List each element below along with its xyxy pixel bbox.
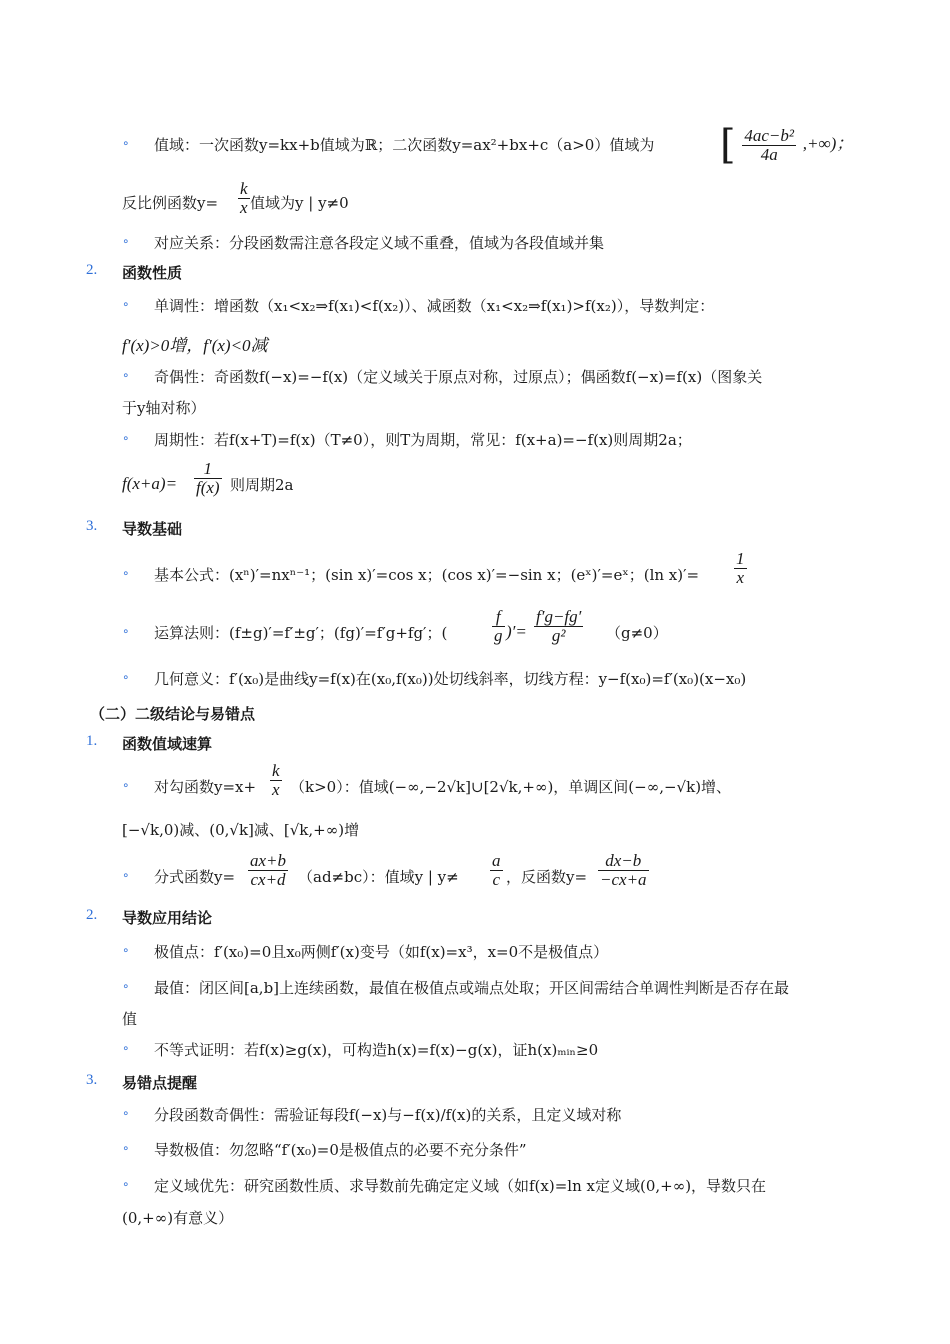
mapping-text: 对应关系：分段函数需注意各段定义域不重叠，值域为各段值域并集	[154, 234, 605, 252]
section-heading-secondary-conclusions	[0, 703, 950, 727]
basic-formulas-fraction	[734, 550, 747, 587]
bullet-icon: ∘	[122, 624, 130, 638]
period-fraction	[194, 460, 222, 497]
fraction-numerator: k	[272, 761, 280, 780]
hook-function-prefix: 对勾函数y=x+	[154, 778, 257, 796]
bullet-item-range	[0, 122, 950, 168]
rational-function-fraction	[248, 852, 288, 889]
quotient-close: )′=	[506, 622, 527, 641]
bullet-item-period	[0, 429, 950, 453]
bullet-icon: ∘	[122, 431, 130, 445]
bullet-icon: ∘	[122, 943, 130, 957]
fraction-denominator: f(x)	[196, 478, 220, 497]
range-fraction	[742, 127, 796, 164]
fraction-numerator: 1	[194, 460, 222, 479]
fraction-denominator: −cx+a	[600, 870, 647, 889]
inequality-text: 不等式证明：若f(x)≥g(x)，可构造h(x)=f(x)−g(x)，证h(x)ₘᵢₙ≥0	[154, 1041, 599, 1059]
bullet-item-hook-function	[0, 762, 950, 806]
operation-rules-text: 运算法则：(f±g)′=f′±g′；(fg)′=f′g+fg′；(	[154, 624, 448, 642]
list-number: 2.	[86, 907, 98, 923]
fraction-denominator: x	[240, 198, 248, 217]
fraction-numerator: dx−b	[598, 852, 649, 871]
bullet-icon: ∘	[122, 136, 130, 150]
fraction-denominator: g²	[551, 626, 566, 645]
period-text: 周期性：若f(x+T)=f(x)（T≠0），则T为周期，常见：f(x+a)=−f(x)则周期2a；	[154, 431, 692, 449]
bullet-icon: ∘	[122, 297, 130, 311]
geometric-meaning-text: 几何意义：f′(x₀)是曲线y=f(x)在(x₀,f(x₀))处切线斜率，切线方程：y−f(x₀)=f′(x₀)(x−x₀)	[154, 670, 747, 688]
bullet-icon: ∘	[122, 566, 130, 580]
fraction-denominator: x	[736, 568, 745, 587]
domain-first-continued	[0, 1207, 950, 1231]
derivative-extremum-text: 导数极值：勿忽略“f′(x₀)=0是极值点的必要不充分条件”	[154, 1141, 527, 1159]
monotonic-continued	[0, 331, 950, 355]
heading-range-shortcuts	[0, 733, 950, 757]
quotient-result-fraction	[534, 608, 583, 645]
fraction-denominator: cx+d	[250, 870, 286, 889]
bullet-icon: ∘	[122, 1141, 130, 1155]
inverse-prefix: 反比例函数y=	[122, 194, 219, 212]
list-number: 3.	[86, 1072, 98, 1088]
monotonic-text: 单调性：增函数（x₁<x₂⇒f(x₁)<f(x₂)）、减函数（x₁<x₂⇒f(x₁)>f(x₂)），导数判定：	[154, 297, 715, 315]
fraction-numerator: a	[492, 851, 501, 870]
bullet-item-extremum	[0, 977, 950, 1001]
extremum-text: 最值：闭区间[a,b]上连续函数，最值在极值点或端点处取；开区间需结合单调性判断是否存在最	[154, 979, 790, 997]
heading-text: 函数性质	[122, 264, 183, 282]
fraction-denominator: 4a	[760, 144, 778, 164]
parity-text-2: 于y轴对称）	[122, 399, 206, 417]
bullet-item-rational-function	[0, 852, 950, 896]
bullet-icon: ∘	[122, 979, 130, 993]
parity-text: 奇偶性：奇函数f(−x)=−f(x)（定义域关于原点对称，过原点）；偶函数f(−x)=f(x)（图象关	[154, 368, 763, 386]
heading-text: 导数应用结论	[122, 909, 213, 927]
fraction-numerator: f′g−fg′	[536, 607, 582, 626]
bullet-icon: ∘	[122, 778, 130, 792]
bullet-item-parity	[0, 366, 950, 390]
rational-inverse-fraction	[598, 852, 649, 889]
fraction-numerator: 1	[736, 549, 745, 568]
bullet-icon: ∘	[122, 670, 130, 684]
parity-continued	[0, 397, 950, 421]
extremum-continued	[0, 1008, 950, 1032]
heading-function-properties	[0, 262, 950, 286]
hook-function-continued	[0, 819, 950, 843]
bullet-icon: ∘	[122, 368, 130, 382]
bullet-item-extreme-point	[0, 941, 950, 965]
basic-formulas-text: 基本公式：(xⁿ)′=nxⁿ⁻¹；(sin x)′=cos x；(cos x)′=−sin x；(eˣ)′=eˣ；(ln x)′=	[154, 566, 700, 584]
period-continued	[0, 460, 950, 504]
rational-function-range: （ad≠bc）：值域y | y≠	[298, 868, 459, 886]
inverse-fraction	[238, 180, 250, 217]
heading-text: 易错点提醒	[122, 1074, 198, 1092]
range-interval	[720, 122, 853, 168]
heading-derivative-basics	[0, 518, 950, 542]
bullet-icon: ∘	[122, 234, 130, 248]
bullet-icon: ∘	[122, 1177, 130, 1191]
list-number: 3.	[86, 518, 98, 534]
bullet-item-monotonic	[0, 295, 950, 319]
list-number: 2.	[86, 262, 98, 278]
bullet-item-domain-first	[0, 1175, 950, 1199]
bracket-open: [	[720, 122, 736, 168]
bullet-item-operation-rules	[0, 606, 950, 656]
bullet-item-piecewise-parity	[0, 1104, 950, 1128]
bullet-item-inequality	[0, 1039, 950, 1063]
inverse-suffix: 值域为y | y≠0	[250, 194, 349, 212]
domain-first-text: 定义域优先：研究函数性质、求导数前先确定定义域（如f(x)=ln x定义域(0,+∞)，导数只在	[154, 1177, 767, 1195]
bullet-item-geometric-meaning	[0, 668, 950, 692]
bullet-item-basic-formulas	[0, 550, 950, 594]
range-text: 值域：一次函数y=kx+b值域为ℝ；二次函数y=ax²+bx+c（a>0）值域为	[154, 136, 655, 154]
monotonic-derivative: f′(x)>0增，f′(x)<0减	[122, 336, 268, 355]
heading-text: 函数值域速算	[122, 735, 213, 753]
quotient-fraction	[492, 608, 505, 645]
fraction-numerator: ax+b	[250, 851, 287, 870]
extremum-text-2: 值	[122, 1010, 138, 1028]
fraction-numerator: k	[240, 179, 248, 198]
domain-first-text-2: (0,+∞)有意义）	[122, 1209, 234, 1227]
rational-range-fraction	[490, 852, 503, 889]
heading-text: 导数基础	[122, 520, 183, 538]
period-suffix: 则周期2a	[230, 476, 294, 494]
heading-derivative-applications	[0, 907, 950, 931]
rational-function-prefix: 分式函数y=	[154, 868, 236, 886]
bullet-icon: ∘	[122, 868, 130, 882]
bullet-item-derivative-extremum	[0, 1139, 950, 1163]
period-prefix: f(x+a)=	[122, 474, 178, 493]
fraction-denominator: g	[494, 626, 503, 645]
hook-function-intervals: [−√k,0)减、(0,√k]减、[√k,+∞)增	[122, 821, 360, 839]
list-number: 1.	[86, 733, 98, 749]
extreme-point-text: 极值点：f′(x₀)=0且x₀两侧f′(x)变号（如f(x)=x³，x=0不是极值点）	[154, 943, 609, 961]
inverse-function-line	[0, 179, 950, 222]
operation-rules-condition: （g≠0）	[606, 624, 668, 642]
hook-function-fraction	[270, 762, 282, 799]
bullet-icon: ∘	[122, 1041, 130, 1055]
heading-common-mistakes	[0, 1072, 950, 1096]
section-title: （二）二级结论与易错点	[90, 705, 256, 723]
piecewise-parity-text: 分段函数奇偶性：需验证每段f(−x)与−f(x)/f(x)的关系，且定义域对称	[154, 1106, 622, 1124]
fraction-numerator: f	[492, 608, 505, 627]
bullet-icon: ∘	[122, 1106, 130, 1120]
fraction-numerator: 4ac−b²	[744, 125, 795, 145]
rational-inverse-prefix: ，反函数y=	[506, 868, 588, 886]
range-tail: ,+∞)；	[802, 134, 854, 153]
fraction-denominator: c	[492, 870, 501, 889]
fraction-denominator: x	[272, 780, 280, 799]
hook-function-suffix: （k>0）：值域(−∞,−2√k]∪[2√k,+∞)，单调区间(−∞,−√k)增、	[290, 778, 732, 796]
bullet-item-mapping	[0, 232, 950, 256]
